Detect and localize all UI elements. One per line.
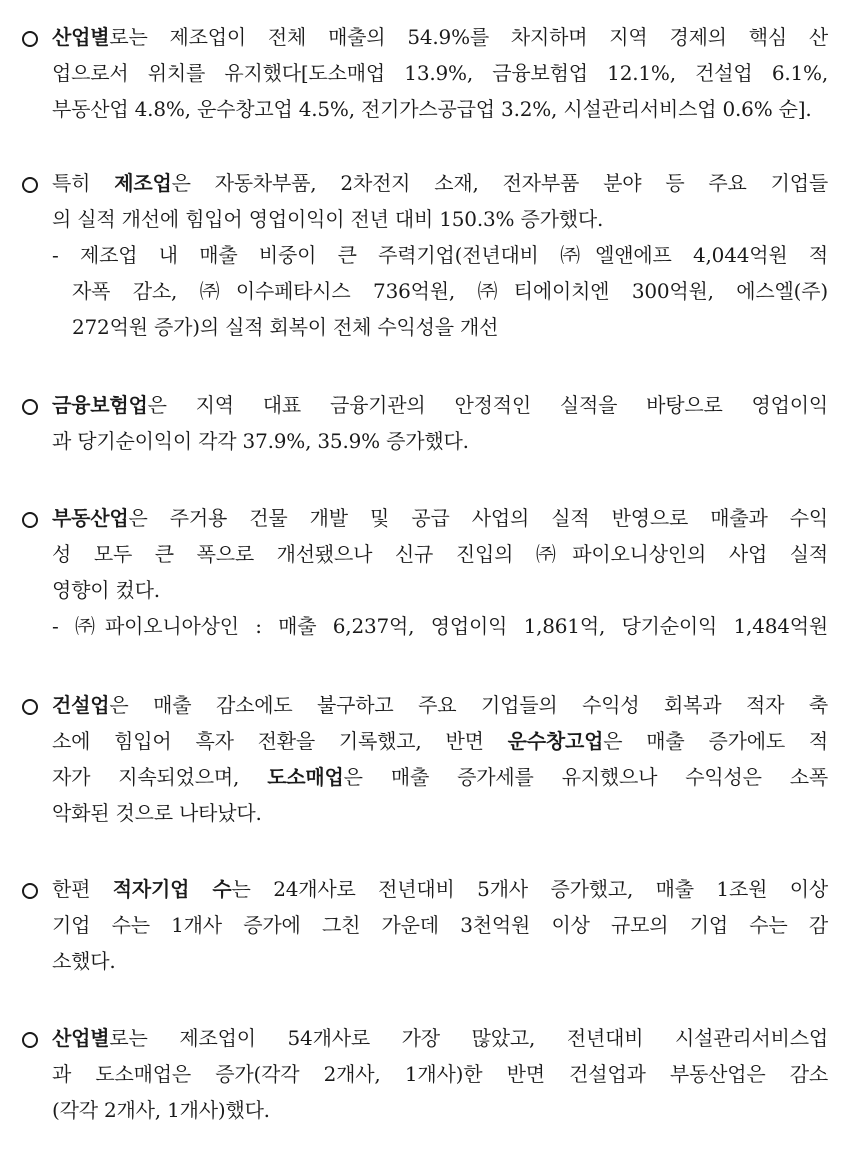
paragraph-line bbox=[52, 1095, 828, 1125]
bold-keyword: 도소매업 bbox=[267, 765, 344, 789]
line-text: 자가 지속되었으며, bbox=[52, 765, 268, 789]
line-text: 로는 제조업이 54개사로 가장 많았고, 전년대비 시설관리서비스업 bbox=[109, 1026, 828, 1050]
paragraph-line bbox=[52, 390, 828, 420]
paragraph-line bbox=[52, 762, 828, 792]
paragraph-line bbox=[52, 874, 828, 904]
paragraph-line bbox=[52, 204, 828, 234]
paragraph-line bbox=[52, 726, 828, 756]
paragraph-line bbox=[52, 690, 828, 720]
sub-note-text: 272억원 증가)의 실적 회복이 전체 수익성을 개선 bbox=[72, 315, 499, 339]
line-text: 특히 bbox=[52, 171, 115, 195]
bold-keyword: 부동산업 bbox=[52, 506, 129, 530]
paragraph-line bbox=[52, 798, 828, 828]
bold-keyword: 적자기업 수 bbox=[112, 877, 232, 901]
paragraph-line bbox=[52, 946, 828, 976]
paragraph-line bbox=[52, 575, 828, 605]
hollow-circle-bullet-icon bbox=[22, 31, 38, 47]
sub-note-line bbox=[72, 312, 828, 342]
line-text: 소에 힘입어 흑자 전환을 기록했고, 반면 bbox=[52, 729, 508, 753]
hollow-circle-bullet-icon bbox=[22, 1032, 38, 1048]
bold-keyword: 산업별 bbox=[52, 1026, 110, 1050]
line-text: (각각 2개사, 1개사)했다. bbox=[52, 1098, 270, 1122]
sub-note-text: - ㈜파이오니아상인 : 매출 6,237억, 영업이익 1,861억, 당기순이익 1,484억원 bbox=[52, 614, 828, 638]
sub-note-line bbox=[52, 240, 828, 270]
line-text: 는 24개사로 전년대비 5개사 증가했고, 매출 1조원 이상 bbox=[231, 877, 828, 901]
paragraph-line bbox=[52, 1059, 828, 1089]
sub-note-line bbox=[72, 276, 828, 306]
hollow-circle-bullet-icon bbox=[22, 512, 38, 528]
bold-keyword: 산업별 bbox=[52, 25, 110, 49]
line-text: 은 매출 증가세를 유지했으나 수익성은 소폭 bbox=[343, 765, 828, 789]
paragraph-line bbox=[52, 94, 828, 124]
bold-keyword: 제조업 bbox=[114, 171, 172, 195]
paragraph-line bbox=[52, 168, 828, 198]
line-text: 은 자동차부품, 2차전지 소재, 전자부품 분야 등 주요 기업들 bbox=[171, 171, 828, 195]
line-text: 은 주거용 건물 개발 및 공급 사업의 실적 반영으로 매출과 수익 bbox=[128, 506, 828, 530]
line-text: 은 지역 대표 금융기관의 안정적인 실적을 바탕으로 영업이익 bbox=[147, 393, 828, 417]
paragraph-line bbox=[52, 426, 828, 456]
sub-note-text: 자폭 감소, ㈜이수페타시스 736억원, ㈜티에이치엔 300억원, 에스엘(주) bbox=[72, 279, 828, 303]
line-text: 기업 수는 1개사 증가에 그친 가운데 3천억원 이상 규모의 기업 수는 감 bbox=[52, 913, 828, 937]
line-text: 의 실적 개선에 힘입어 영업이익이 전년 대비 150.3% 증가했다. bbox=[52, 207, 604, 231]
line-text: 소했다. bbox=[52, 949, 116, 973]
hollow-circle-bullet-icon bbox=[22, 177, 38, 193]
paragraph-line bbox=[52, 1023, 828, 1053]
line-text: 과 당기순이익이 각각 37.9%, 35.9% 증가했다. bbox=[52, 429, 469, 453]
bold-keyword: 건설업 bbox=[52, 693, 110, 717]
line-text: 부동산업 4.8%, 운수창고업 4.5%, 전기가스공급업 3.2%, 시설관리서비스업 0.6% 순]. bbox=[52, 97, 812, 121]
hollow-circle-bullet-icon bbox=[22, 883, 38, 899]
line-text: 은 매출 증가에도 적 bbox=[603, 729, 828, 753]
paragraph-line bbox=[52, 910, 828, 940]
sub-note-text: - 제조업 내 매출 비중이 큰 주력기업(전년대비 ㈜엘앤에프 4,044억원 적 bbox=[52, 243, 828, 267]
line-text: 성 모두 큰 폭으로 개선됐으나 신규 진입의 ㈜파이오니상인의 사업 실적 bbox=[52, 542, 828, 566]
sub-note-line bbox=[52, 611, 828, 641]
line-text: 과 도소매업은 증가(각각 2개사, 1개사)한 반면 건설업과 부동산업은 감소 bbox=[52, 1062, 828, 1086]
hollow-circle-bullet-icon bbox=[22, 399, 38, 415]
bold-keyword: 금융보험업 bbox=[52, 393, 148, 417]
paragraph-line bbox=[52, 58, 828, 88]
line-text: 악화된 것으로 나타났다. bbox=[52, 801, 262, 825]
line-text: 영향이 컸다. bbox=[52, 578, 160, 602]
hollow-circle-bullet-icon bbox=[22, 699, 38, 715]
paragraph-line bbox=[52, 539, 828, 569]
line-text: 업으로서 위치를 유지했다[도소매업 13.9%, 금융보험업 12.1%, 건설업 6.1%, bbox=[52, 61, 828, 85]
paragraph-line bbox=[52, 22, 828, 52]
line-text: 로는 제조업이 전체 매출의 54.9%를 차지하며 지역 경제의 핵심 산 bbox=[109, 25, 828, 49]
line-text: 은 매출 감소에도 불구하고 주요 기업들의 수익성 회복과 적자 축 bbox=[109, 693, 828, 717]
bold-keyword: 운수창고업 bbox=[507, 729, 604, 753]
line-text: 한편 bbox=[52, 877, 113, 901]
paragraph-line bbox=[52, 503, 828, 533]
